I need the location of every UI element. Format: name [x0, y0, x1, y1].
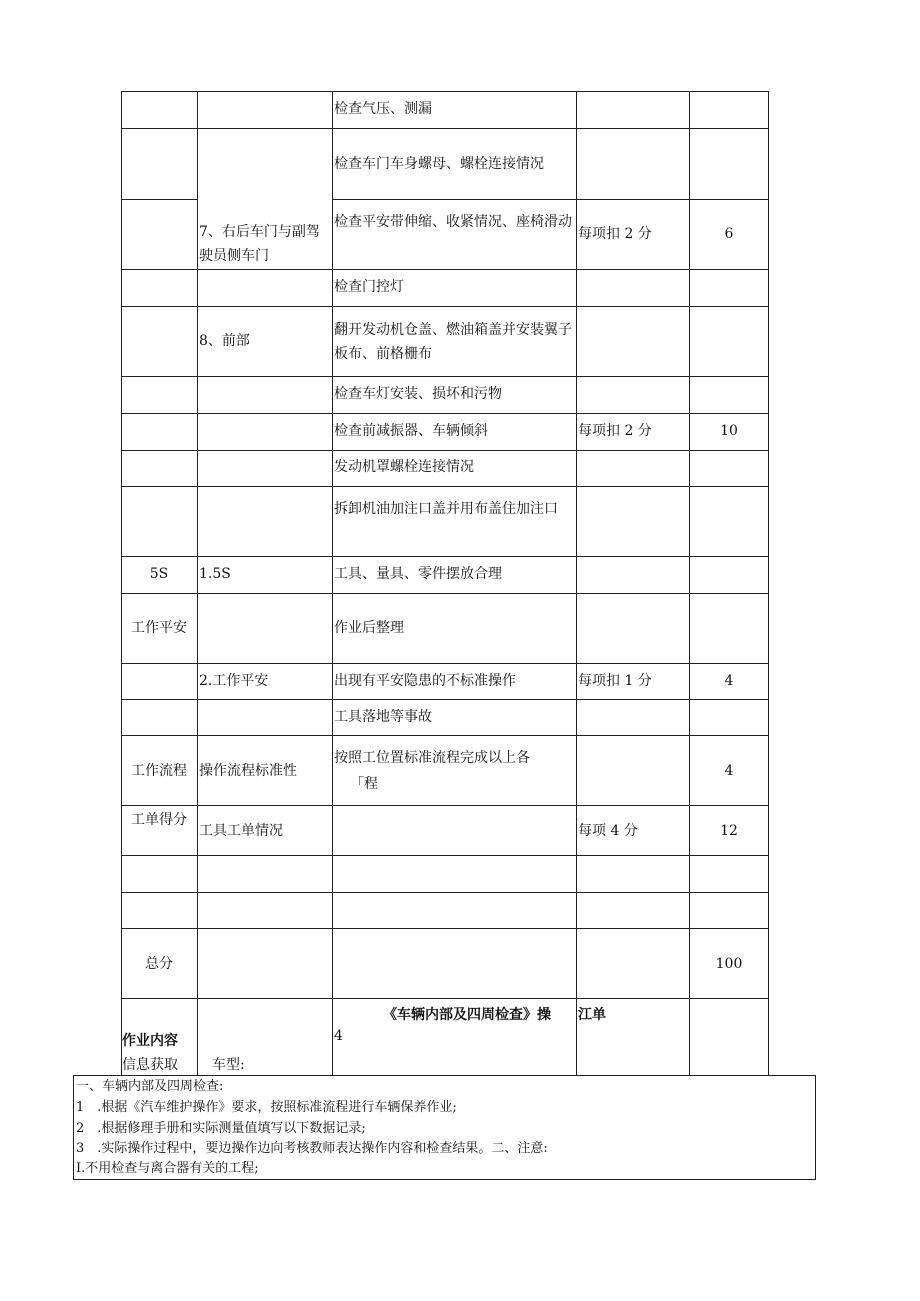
- table-cell: [576, 486, 689, 556]
- item-text: 「程: [350, 776, 378, 792]
- table-cell: [121, 199, 197, 269]
- section-label: 1.5S: [199, 566, 231, 582]
- section-label: 操作流程标准性: [199, 763, 297, 779]
- item-text: 检查车灯安装、损坏和污物: [334, 386, 502, 402]
- table-cell: [332, 892, 576, 928]
- table-cell: [576, 556, 689, 593]
- vehicle-model-label: 车型:: [212, 1057, 245, 1073]
- item-text: 工具落地等事故: [334, 709, 432, 725]
- total-score: 100: [715, 956, 743, 972]
- table-cell: [689, 306, 769, 376]
- item-text: 检查气压、测漏: [334, 101, 432, 117]
- table-cell: [689, 376, 769, 413]
- table-cell: [121, 269, 197, 306]
- instructions-box: [73, 1075, 816, 1180]
- table-cell: [197, 486, 332, 556]
- section-label: 工具工单情况: [199, 823, 283, 839]
- item-text: 检查平安带伸缩、收紧情况、座椅滑动: [334, 214, 572, 230]
- table-cell: [689, 128, 769, 199]
- table-cell: [689, 699, 769, 735]
- table-cell: [689, 450, 769, 486]
- deduction-rule: 每项扣 2 分: [578, 226, 652, 242]
- item-text: 工具、量具、零件摆放合理: [334, 566, 502, 582]
- table-cell: [576, 892, 689, 928]
- item-text: 出现有平安隐患的不标准操作: [334, 673, 516, 689]
- score-value: 4: [724, 673, 734, 689]
- table-cell: [121, 450, 197, 486]
- table-cell: [121, 855, 197, 892]
- instruction-line: 2 .根据修理手册和实际测量值填写以下数据记录;: [76, 1121, 366, 1136]
- deduction-rule: 每项 4 分: [578, 823, 638, 839]
- table-cell: [576, 91, 689, 128]
- section-label: 7、右后车门与副驾驶员侧车门: [199, 224, 320, 264]
- table-cell: [121, 376, 197, 413]
- table-cell: [197, 269, 332, 306]
- score-value: 12: [720, 823, 738, 839]
- instruction-line: 1 .根据《汽车维护操作》要求，按照标准流程进行车辆保养作业;: [76, 1100, 457, 1115]
- item-text: 发动机罩螺栓连接情况: [334, 459, 474, 475]
- table-cell: [576, 593, 689, 663]
- table-cell: [332, 928, 576, 998]
- table-cell: [121, 413, 197, 450]
- table-cell: [576, 699, 689, 735]
- table-cell: [121, 128, 197, 199]
- table-cell: [689, 556, 769, 593]
- table-cell: [689, 269, 769, 306]
- table-cell: [197, 892, 332, 928]
- instruction-line: I.不用检查与离合器有关的工程;: [76, 1161, 259, 1176]
- item-text: 作业后整理: [334, 620, 404, 636]
- table-cell: [576, 376, 689, 413]
- table-cell: [689, 91, 769, 128]
- table-cell: [576, 450, 689, 486]
- category-label: 工作平安: [131, 620, 187, 636]
- table-cell: [197, 855, 332, 892]
- table-cell: [576, 928, 689, 998]
- category-label: 5S: [149, 566, 169, 582]
- table-cell: [121, 699, 197, 735]
- table-cell: [576, 128, 689, 199]
- table-cell: [197, 593, 332, 663]
- item-text: 拆卸机油加注口盖并用布盖住加注口: [334, 501, 558, 517]
- instruction-line: 3 .实际操作过程中，要边操作边向考核教师表达操作内容和检查结果。二、注意:: [76, 1141, 548, 1156]
- table-cell: [689, 855, 769, 892]
- item-text: 检查车门车身螺母、螺栓连接情况: [334, 156, 544, 172]
- category-label: 工作流程: [131, 763, 187, 779]
- score-value: 6: [724, 226, 734, 242]
- table-cell: [121, 892, 197, 928]
- table-cell: [121, 663, 197, 699]
- item-text: 检查门控灯: [334, 279, 404, 295]
- info-label: 信息获取: [122, 1057, 178, 1073]
- table-cell: [576, 306, 689, 376]
- deduction-rule: 每项扣 1 分: [578, 673, 652, 689]
- table-cell: [197, 699, 332, 735]
- section-label: 2.工作平安: [199, 673, 269, 689]
- table-cell: [197, 928, 332, 998]
- table-cell: [576, 269, 689, 306]
- item-text: 检查前减振器、车辆倾斜: [334, 423, 488, 439]
- table-cell: [197, 128, 332, 199]
- table-cell: [576, 735, 689, 805]
- instruction-line: 一、车辆内部及四周检查:: [76, 1079, 224, 1094]
- table-cell: [689, 593, 769, 663]
- worksheet-title: 《车辆内部及四周检查》操: [383, 1007, 551, 1023]
- table-cell: [197, 91, 332, 128]
- item-text: 按照工位置标准流程完成以上各: [334, 750, 530, 766]
- item-text: 翻开发动机仓盖、燃油箱盖并安装翼子板布、前格栅布: [334, 322, 572, 362]
- table-cell: [689, 486, 769, 556]
- table-cell: [332, 805, 576, 855]
- score-value: 4: [724, 763, 734, 779]
- score-value: 10: [720, 423, 738, 439]
- worksheet-title-cont: 江单: [578, 1007, 606, 1023]
- total-label: 总分: [145, 956, 173, 972]
- table-cell: [121, 306, 197, 376]
- table-cell: [332, 855, 576, 892]
- worksheet-title-cont: 4: [334, 1028, 343, 1044]
- table-cell: [689, 892, 769, 928]
- deduction-rule: 每项扣 2 分: [578, 423, 652, 439]
- table-cell: [576, 855, 689, 892]
- section-label: 8、前部: [199, 333, 250, 349]
- table-cell: [197, 413, 332, 450]
- table-cell: [121, 486, 197, 556]
- work-content-label: 作业内容: [122, 1033, 178, 1049]
- table-cell: [197, 376, 332, 413]
- table-cell: [121, 91, 197, 128]
- category-label: 工单得分: [131, 812, 187, 828]
- table-cell: [689, 998, 769, 1075]
- table-cell: [197, 450, 332, 486]
